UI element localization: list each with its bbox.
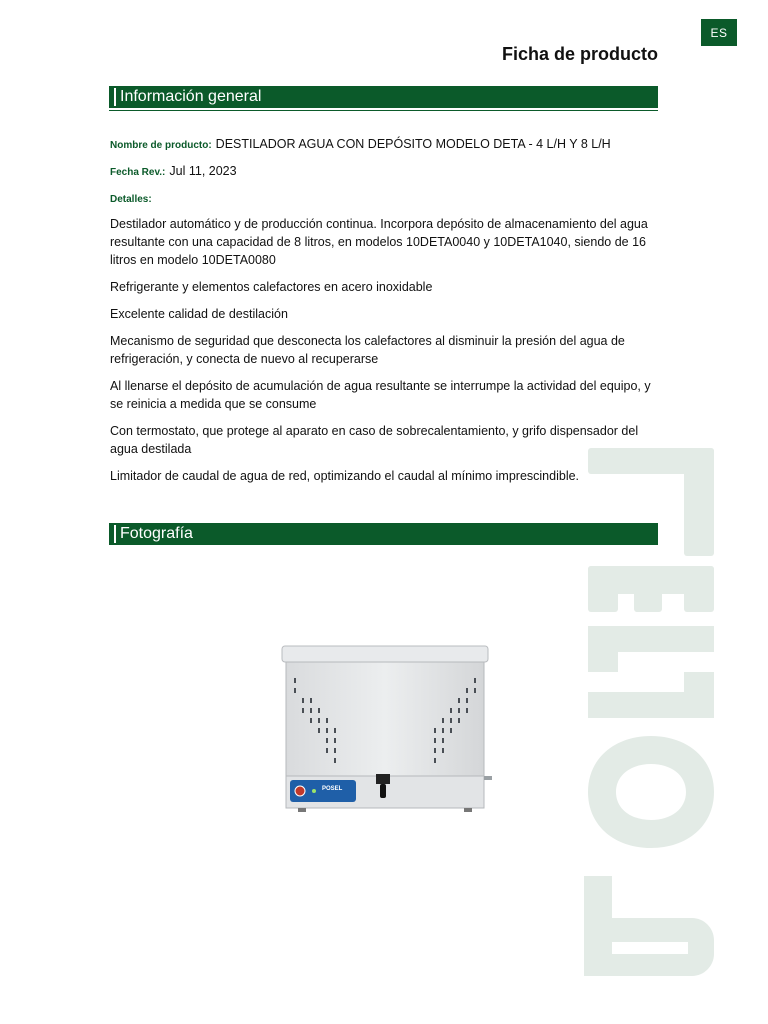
product-name-row [110, 137, 611, 151]
revision-date-row [110, 164, 237, 178]
details-row [110, 191, 156, 205]
detail-paragraph: Excelente calidad de destilación [110, 307, 288, 321]
detail-paragraph: Con termostato, que protege al aparato en caso de sobrecalentamiento, y grifo dispensador del agua destilada [110, 424, 639, 456]
language-badge[interactable]: ES [701, 19, 737, 46]
detail-paragraph: Mecanismo de seguridad que desconecta los calefactores al disminuir la presión del agua de refrigeración, y conecta de nuevo al recuperarse [110, 334, 625, 366]
revision-date-label: Fecha Rev.: [110, 167, 166, 178]
section-title-general: Información general [120, 88, 262, 105]
detail-paragraph: Limitador de caudal de agua de red, optimizando el caudal al mínimo imprescindible. [110, 469, 580, 483]
revision-date-value: Jul 11, 2023 [169, 164, 237, 178]
section-header-photo [109, 523, 658, 545]
product-name-value: DESTILADOR AGUA CON DEPÓSITO MODELO DETA - 4 L/H Y 8 L/H [215, 137, 611, 151]
details-label: Detalles: [110, 194, 152, 205]
detail-paragraph: Al llenarse el depósito de acumulación de agua resultante se interrumpe la actividad del equipo, y se reinicia a medida que se consume [110, 379, 651, 411]
section-title-photo: Fotografía [120, 525, 193, 542]
page-title: Ficha de producto [501, 44, 658, 64]
detail-paragraph: Refrigerante y elementos calefactores en acero inoxidable [110, 280, 433, 294]
product-photo [270, 628, 500, 818]
section-divider [109, 110, 658, 111]
section-header-general [109, 86, 658, 108]
details-text [110, 215, 660, 494]
product-name-label: Nombre de producto: [110, 140, 212, 151]
detail-paragraph: Destilador automático y de producción continua. Incorpora depósito de almacenamiento del agua resultante con una capacidad de 8 litros, en modelos 10DETA0040 y 10DETA1040, siendo de 16 litros en modelo 10DETA0080 [110, 217, 648, 267]
product-brand-label: POSEL [322, 786, 343, 792]
